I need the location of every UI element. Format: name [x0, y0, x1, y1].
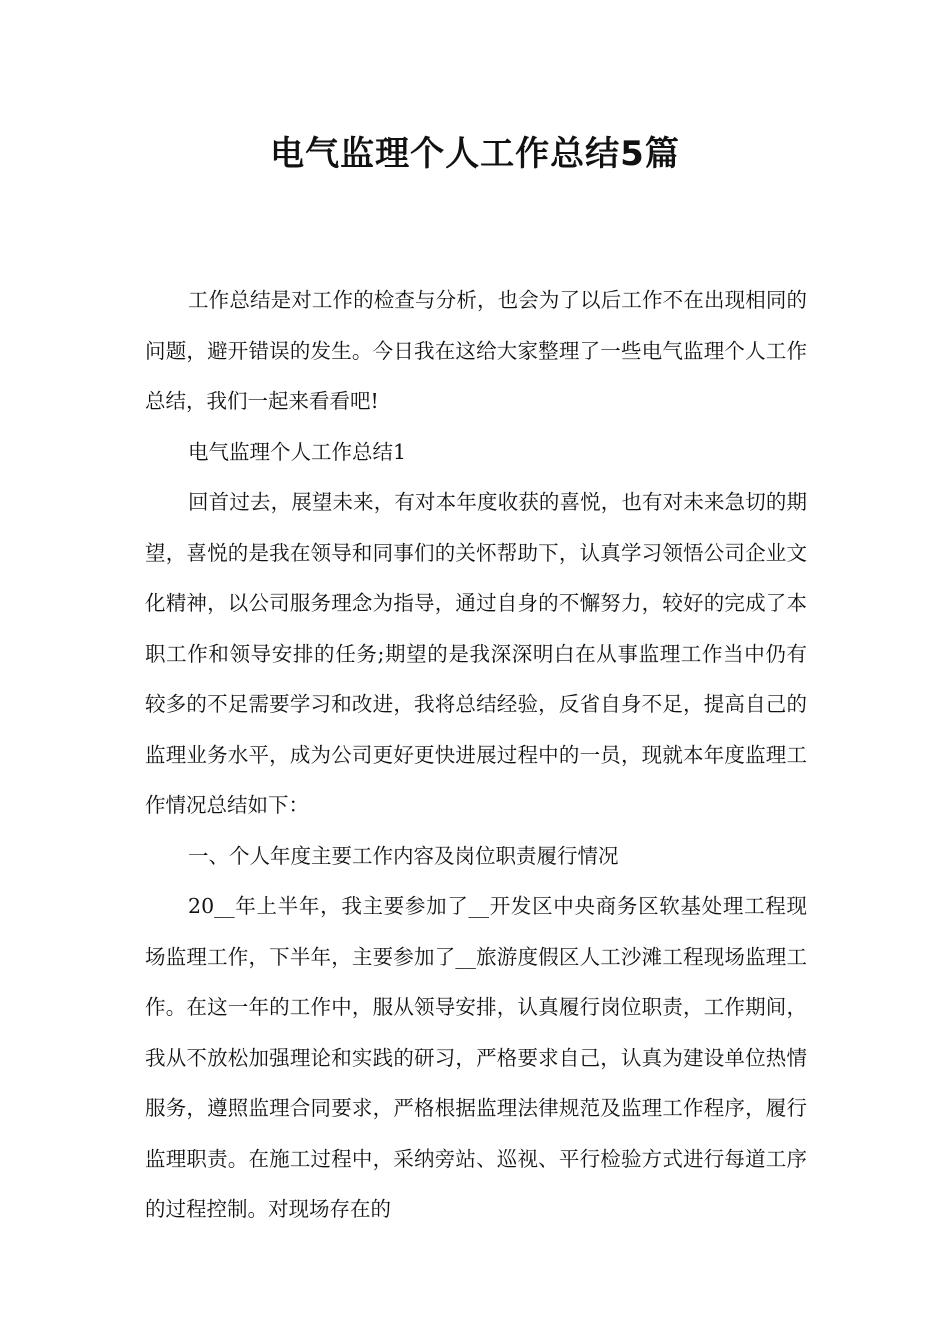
document-body [145, 275, 807, 1235]
section-heading-summary-1: 电气监理个人工作总结1 [188, 439, 407, 464]
paragraph-work-details: 20__年上半年，我主要参加了__开发区中央商务区软基处理工程现场监理工作，下半年，主要参加了__旅游度假区人工沙滩工程现场监理工作。在这一年的工作中，服从领导安排，认真履行岗位职责，工作期间，我从不放松加强理论和实践的研习，严格要求自己，认真为建设单位热情服务，遵照监理合同要求，严格根据监理法律规范及监理工作程序，履行监理职责。在施工过程中，采纳旁站、巡视、平行检验方式进行每道工序的过程控制。对现场存在的 [145, 894, 807, 1221]
document-title: 电气监理个人工作总结5篇 [270, 134, 680, 174]
paragraph-intro: 工作总结是对工作的检查与分析，也会为了以后工作不在出现相同的问题，避开错误的发生。今日我在这给大家整理了一些电气监理个人工作总结，我们一起来看看吧! [145, 288, 807, 413]
paragraph-review: 回首过去，展望未来，有对本年度收获的喜悦，也有对未来急切的期望，喜悦的是我在领导和同事们的关怀帮助下，认真学习领悟公司企业文化精神，以公司服务理念为指导，通过自身的不懈努力，较好的完成了本职工作和领导安排的任务;期望的是我深深明白在从事监理工作当中仍有较多的不足需要学习和改进，我将总结经验，反省自身不足，提高自己的监理业务水平，成为公司更好更快进展过程中的一员，现就本年度监理工作情况总结如下： [145, 490, 807, 817]
section-heading-part-1: 一、个人年度主要工作内容及岗位职责履行情况 [188, 843, 619, 868]
